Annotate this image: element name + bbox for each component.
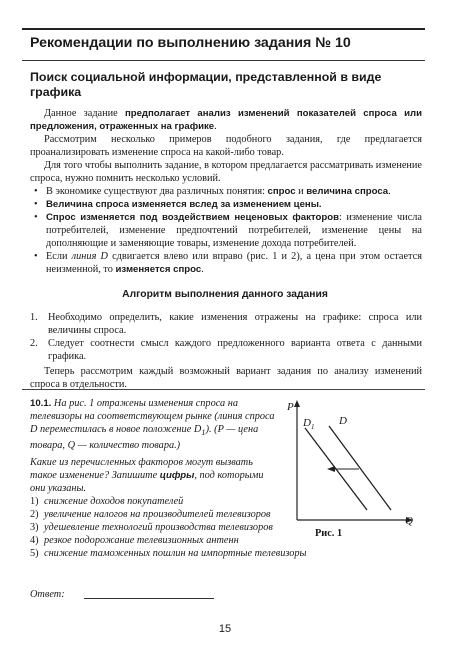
line-label-d1-text: D <box>303 417 311 429</box>
bullet-icon: • <box>34 199 38 210</box>
section-title: Поиск социальной информации, представленной в виде графика <box>30 70 382 99</box>
condition-text: : изменение числа потребителей, изменение предпочтений потребителей, изменение цены на дополняющие и заменяющие товары, изменение дохода потребителей. <box>46 212 422 249</box>
option-number: 2) <box>30 509 39 520</box>
option-number: 5) <box>30 548 39 559</box>
question-text: , под которыми они указаны. <box>30 470 264 495</box>
condition-text: сдвигается влево или вправо (рис. 1 и 2), а цена при этом остается неизменной, то <box>46 251 422 275</box>
option-item <box>30 534 330 547</box>
question-text: Какие из перечисленных факторов могут вызвать такое изменение? Запишите <box>30 457 253 482</box>
answer-label: Ответ: <box>30 589 65 600</box>
demand-line-d <box>329 426 391 510</box>
task-separator <box>22 389 425 390</box>
intro-p1-text: Данное задание <box>44 108 125 119</box>
bullet-icon: • <box>34 212 38 223</box>
condition-text: и <box>295 186 307 197</box>
condition-bold: Величина спроса изменяется вслед за изменением цены. <box>46 199 322 210</box>
option-text: снижение доходов покупателей <box>44 496 184 507</box>
task-number: 10.1. <box>30 398 52 409</box>
bullet-icon: • <box>34 251 38 262</box>
condition-italic: линия D <box>71 251 108 262</box>
option-number: 4) <box>30 535 39 546</box>
task-text: ). (P — цена товара, Q — количество товара.) <box>30 424 259 452</box>
condition-item <box>30 250 422 276</box>
condition-text: Если <box>46 251 72 262</box>
intro-p1-end: . <box>214 121 217 132</box>
axis-label-p: P <box>287 401 294 413</box>
task-block <box>30 397 280 495</box>
condition-text: . <box>201 264 204 275</box>
condition-item <box>30 185 422 198</box>
bullet-icon: • <box>34 186 38 197</box>
intro-p1-bold: предполагает анализ изменений показателей спроса или предложения, отраженных на графике <box>30 108 422 132</box>
demand-graph <box>283 398 423 528</box>
intro-paragraph-2: Рассмотрим несколько примеров подобного задания, где предлагается проанализировать изменение спроса на какой-либо товар. <box>30 134 422 158</box>
y-axis-arrow-icon <box>294 400 300 407</box>
algorithm-after-text: Теперь рассмотрим каждый возможный вариант задания по анализу изменений спроса в отдельности. <box>30 366 422 390</box>
option-text: увеличение налогов на производителей телевизоров <box>44 509 271 520</box>
condition-bold: спрос <box>267 186 296 197</box>
option-number: 3) <box>30 522 39 533</box>
condition-bold: величина спроса <box>306 186 389 197</box>
step-number: 2. <box>30 338 38 349</box>
shift-arrow-head-icon <box>327 466 335 472</box>
algorithm-step <box>30 337 422 363</box>
option-text: резкое подорожание телевизионных антенн <box>44 535 239 546</box>
algorithm-step <box>30 311 422 337</box>
header-bottom-rule <box>22 60 425 61</box>
option-text: снижение таможенных пошлин на импортные телевизоры <box>44 548 307 559</box>
option-item <box>30 547 330 560</box>
task-question <box>30 456 280 495</box>
algorithm-steps <box>30 311 422 363</box>
condition-bold: изменяется спрос <box>115 264 202 275</box>
condition-text: . <box>388 186 391 197</box>
figure-caption: Рис. 1 <box>315 528 343 539</box>
condition-item <box>30 198 422 211</box>
option-number: 1) <box>30 496 39 507</box>
page-number: 15 <box>218 623 232 635</box>
condition-bold: Спрос изменяется под воздействием неценовых факторов <box>46 212 339 223</box>
page-header-title: Рекомендации по выполнению задания № 10 <box>30 35 351 51</box>
intro-block <box>30 107 422 276</box>
axis-label-q: Q <box>405 515 413 527</box>
condition-item <box>30 211 422 250</box>
line-label-d1-subscript: 1 <box>310 423 315 431</box>
header-top-rule <box>22 28 425 30</box>
line-label-d: D <box>339 415 347 427</box>
task-text: На рис. 1 отражены изменения спроса на телевизоры на соответствующем рынке (линия спроса D переместилась в новое положение D <box>30 398 275 435</box>
question-bold: цифры <box>159 470 195 482</box>
intro-paragraph-1 <box>30 107 422 133</box>
condition-text: В экономике существуют два различных понятия: <box>46 186 268 197</box>
line-label-d1 <box>302 417 314 431</box>
task-statement <box>30 397 280 452</box>
option-text: удешевление технологий производства телевизоров <box>44 522 273 533</box>
intro-paragraph-3: Для того чтобы выполнить задание, в котором предлагается рассматривать изменение спроса, нужно помнить несколько условий. <box>30 160 422 184</box>
task-text-subscript: 1 <box>201 427 206 438</box>
algorithm-title: Алгоритм выполнения данного задания <box>122 289 328 300</box>
step-text: Следует соотнести смысл каждого предложенного варианта ответа с данными графика. <box>48 338 422 362</box>
step-number: 1. <box>30 312 38 323</box>
answer-input-line[interactable] <box>84 598 214 599</box>
step-text: Необходимо определить, какие изменения отражены на графике: спроса или величины спроса. <box>48 312 422 336</box>
conditions-list <box>30 185 422 276</box>
